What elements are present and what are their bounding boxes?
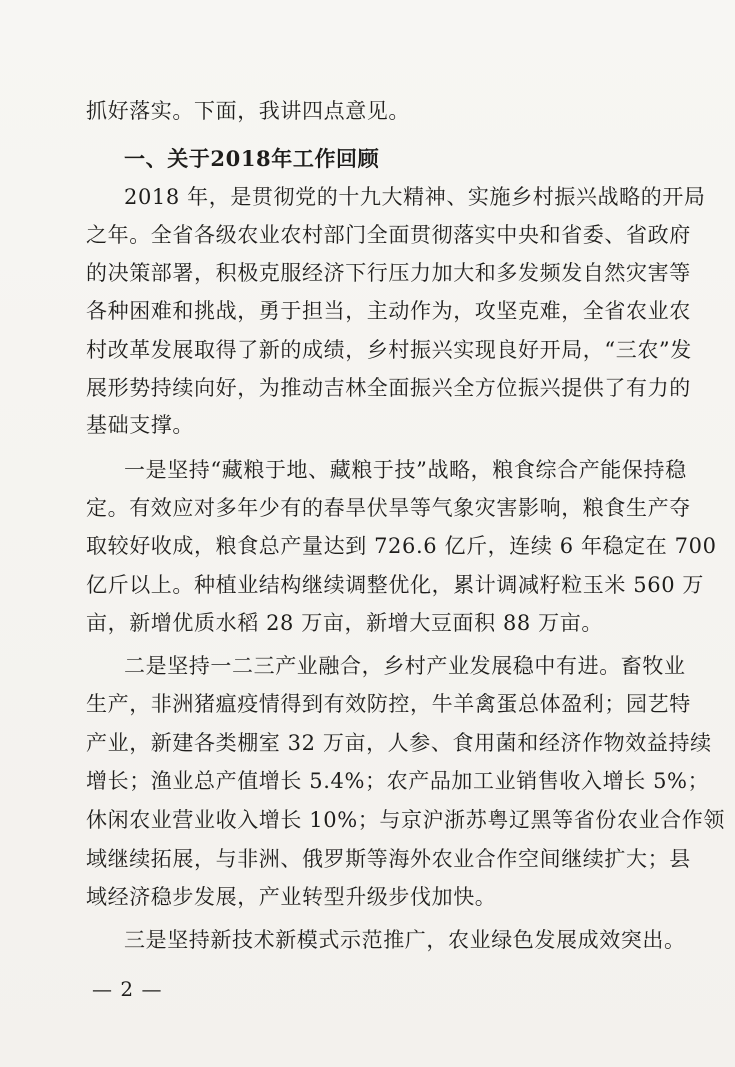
text-line: 的决策部署，积极克服经济下行压力加大和多发频发自然灾害等 — [86, 261, 691, 285]
text-line: 休闲农业营业收入增长 10%；与京沪浙苏粤辽黑等省份农业合作领 — [86, 808, 725, 832]
text-line: 域继续拓展，与非洲、俄罗斯等海外农业合作空间继续扩大；县 — [86, 847, 691, 871]
text-line: 产业，新建各类棚室 32 万亩，人参、食用菌和经济作物效益持续 — [86, 731, 712, 755]
text-line: 2018 年，是贯彻党的十九大精神、实施乡村振兴战略的开局 — [124, 185, 706, 209]
section-heading: 一、关于2018年工作回顾 — [124, 146, 380, 171]
text-line: 村改革发展取得了新的成绩，乡村振兴实现良好开局，“三农”发 — [86, 338, 692, 362]
text-line: 基础支撑。 — [86, 413, 194, 437]
text-line: 取较好收成，粮食总产量达到 726.6 亿斤，连续 6 年稳定在 700 — [86, 534, 717, 558]
text-line: 抓好落实。下面，我讲四点意见。 — [86, 99, 410, 123]
text-line: 亩，新增优质水稻 28 万亩，新增大豆面积 88 万亩。 — [86, 611, 603, 635]
text-line: 之年。全省各级农业农村部门全面贯彻落实中央和省委、省政府 — [86, 223, 691, 247]
text-line: 亿斤以上。种植业结构继续调整优化，累计调减籽粒玉米 560 万 — [86, 573, 705, 597]
text-line: 一是坚持“藏粮于地、藏粮于技”战略，粮食综合产能保持稳 — [124, 458, 687, 482]
text-line: 各种困难和挑战，勇于担当，主动作为，攻坚克难，全省农业农 — [86, 299, 691, 323]
text-line: 域经济稳步发展，产业转型升级步伐加快。 — [86, 885, 497, 909]
page-number: — 2 — — [92, 977, 163, 1001]
text-line: 定。有效应对多年少有的春旱伏旱等气象灾害影响，粮食生产夺 — [86, 496, 691, 520]
text-line: 生产，非洲猪瘟疫情得到有效防控，牛羊禽蛋总体盈利；园艺特 — [86, 692, 691, 716]
text-line: 增长；渔业总产值增长 5.4%；农产品加工业销售收入增长 5%； — [86, 769, 710, 793]
text-line: 三是坚持新技术新模式示范推广，农业绿色发展成效突出。 — [124, 928, 686, 952]
text-line: 二是坚持一二三产业融合，乡村产业发展稳中有进。畜牧业 — [124, 654, 686, 678]
text-line: 展形势持续向好，为推动吉林全面振兴全方位振兴提供了有力的 — [86, 376, 691, 400]
